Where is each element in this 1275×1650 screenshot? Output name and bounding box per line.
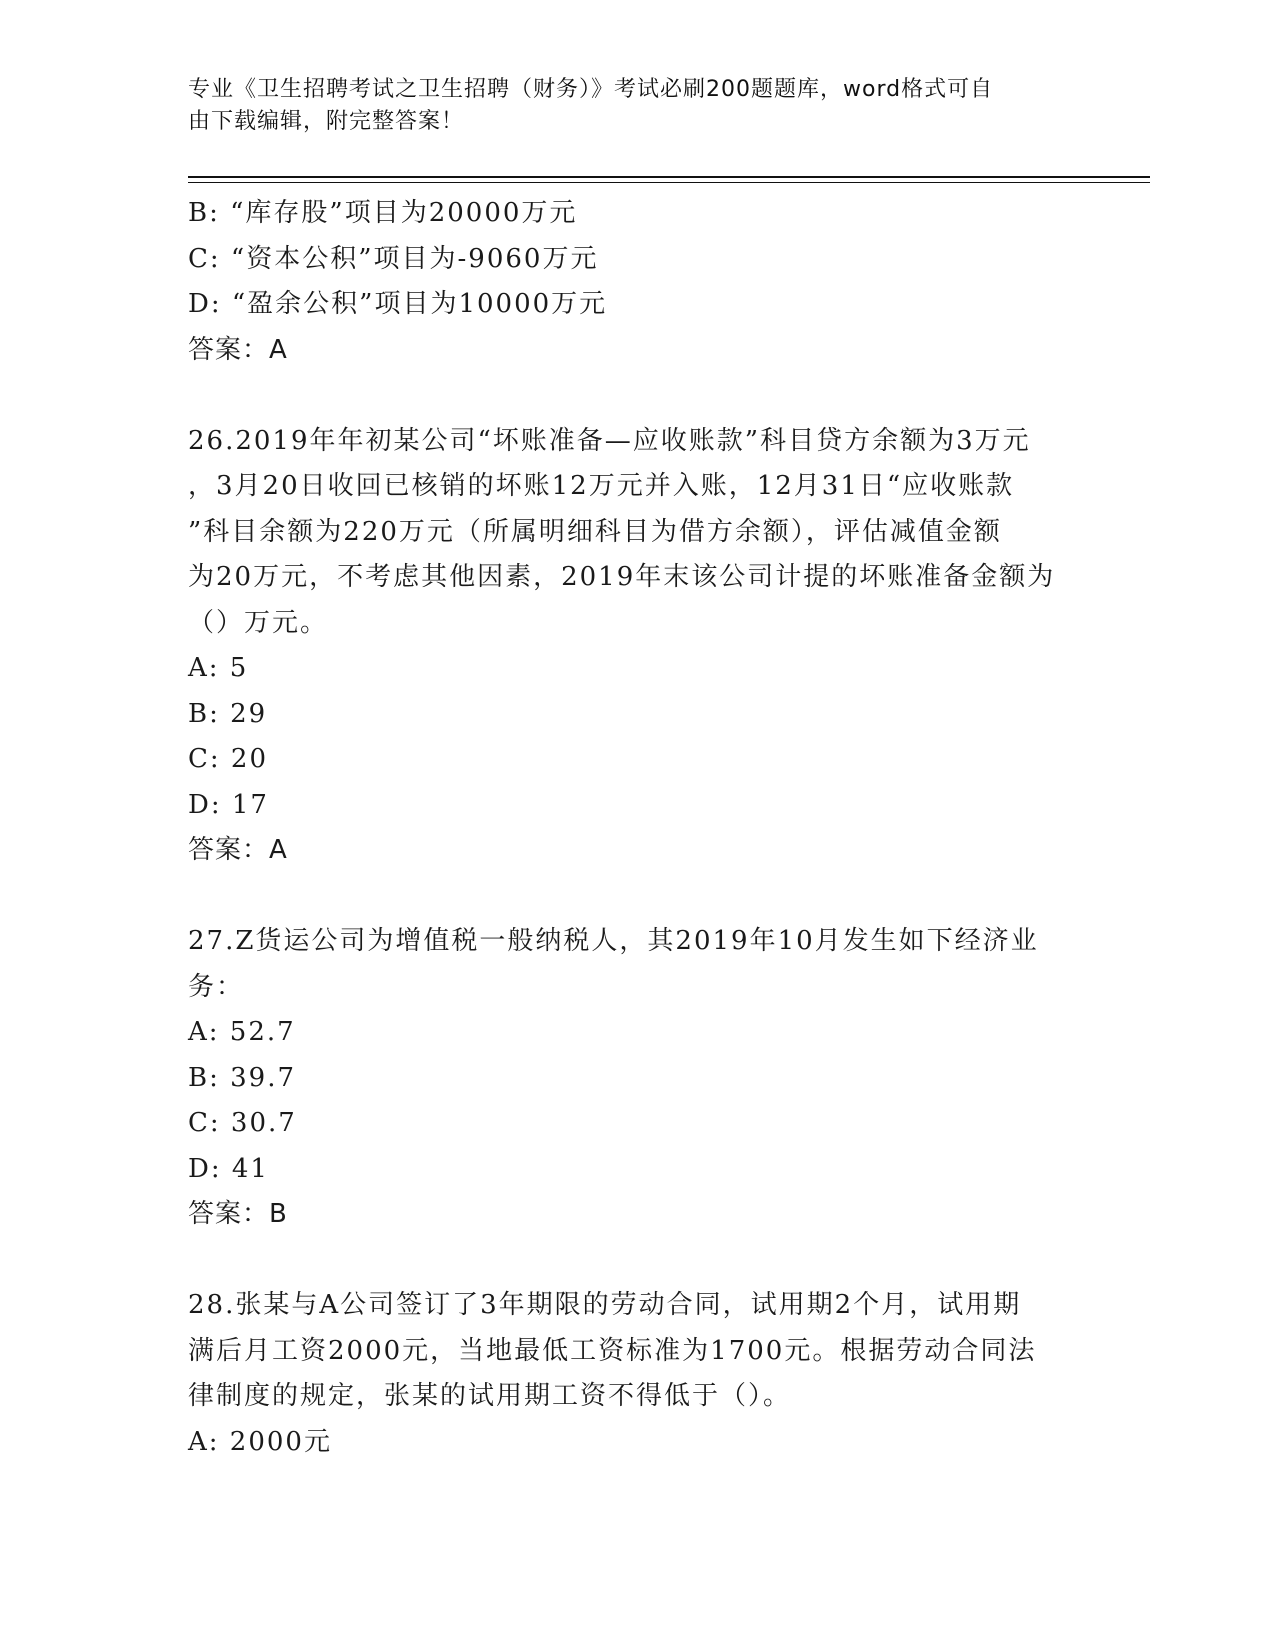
option-a: A: 52.7 xyxy=(188,1017,296,1047)
question-26 xyxy=(188,419,1088,874)
header-rule-thick xyxy=(188,176,1150,178)
option-b: B: 29 xyxy=(188,698,268,729)
option-b: B: “库存股”项目为20000万元 xyxy=(188,198,578,228)
answer: 答案：A xyxy=(188,835,288,865)
question-25-tail xyxy=(188,191,1088,373)
header-line-2: 由下载编辑，附完整答案！ xyxy=(188,109,465,134)
page-header xyxy=(188,74,1068,138)
option-c: C: “资本公积”项目为-9060万元 xyxy=(188,243,599,274)
option-c: C: 30.7 xyxy=(188,1108,297,1138)
option-d: D: 17 xyxy=(188,789,269,820)
header-line-1: 专业《卫生招聘考试之卫生招聘（财务）》考试必刷200题题库，word格式可自 xyxy=(188,77,994,102)
spacer xyxy=(188,1238,1088,1284)
option-d: D: 41 xyxy=(188,1153,269,1184)
question-text-line: ，3月20日收回已核销的坏账12万元并入账，12月31日“应收账款 xyxy=(188,471,1015,501)
option-a: A: 5 xyxy=(188,653,249,683)
option-a: A: 2000元 xyxy=(188,1426,332,1457)
question-body xyxy=(188,191,1088,1465)
option-d: D: “盈余公积”项目为10000万元 xyxy=(188,289,608,319)
answer: 答案：A xyxy=(188,334,288,365)
question-text-line: 28.张某与A公司签订了3年期限的劳动合同，试用期2个月，试用期 xyxy=(188,1290,1022,1320)
question-text-line: 为20万元，不考虑其他因素，2019年末该公司计提的坏账准备金额为 xyxy=(188,562,1056,592)
question-text-line: 律制度的规定，张某的试用期工资不得低于（）。 xyxy=(188,1381,792,1411)
question-27 xyxy=(188,919,1088,1238)
answer: 答案：B xyxy=(188,1199,288,1229)
question-text-line: 26.2019年年初某公司“坏账准备—应收账款”科目贷方余额为3万元 xyxy=(188,425,1031,456)
question-text-line: 满后月工资2000元，当地最低工资标准为1700元。根据劳动合同法 xyxy=(188,1335,1037,1366)
question-28 xyxy=(188,1283,1088,1465)
question-text-line: 务： xyxy=(188,971,245,1002)
option-c: C: 20 xyxy=(188,744,269,774)
question-text-line: （）万元。 xyxy=(188,607,329,638)
option-b: B: 39.7 xyxy=(188,1062,297,1093)
question-text-line: ”科目余额为220万元（所属明细科目为借方余额），评估减值金额 xyxy=(188,516,1002,547)
spacer xyxy=(188,874,1088,920)
question-text-line: 27.Z货运公司为增值税一般纳税人，其2019年10月发生如下经济业 xyxy=(188,926,1039,956)
header-rule-thin xyxy=(188,182,1150,183)
spacer xyxy=(188,373,1088,419)
